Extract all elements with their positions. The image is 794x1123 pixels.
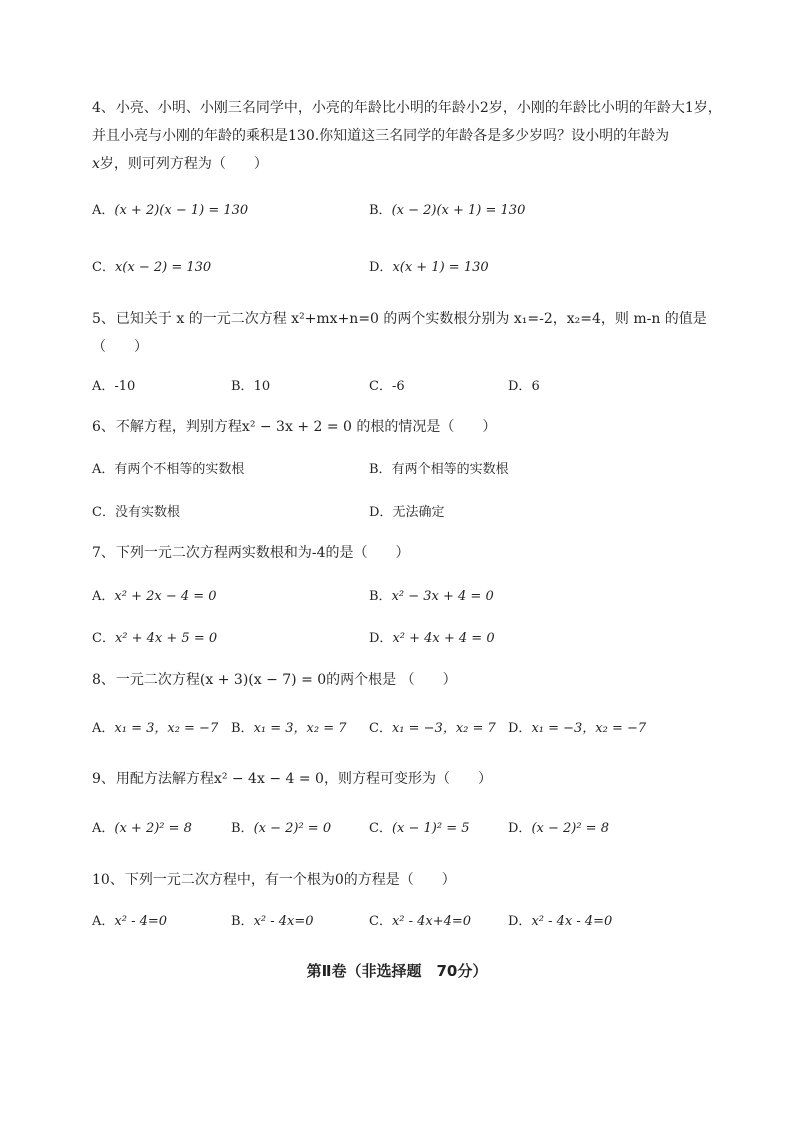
q7-option-c[interactable]: C．x² + 4x + 5 = 0 [92, 631, 218, 646]
question-number: 6、 [92, 419, 115, 435]
question-number: 10、 [92, 872, 124, 888]
q10-option-b[interactable]: B．x² - 4x=0 [231, 914, 314, 929]
section-title: 第Ⅱ卷（非选择题 70分） [306, 962, 488, 980]
q10-option-d[interactable]: D．x² - 4x - 4=0 [508, 914, 613, 929]
q10-option-c[interactable]: C．x² - 4x+4=0 [369, 914, 472, 929]
question-number: 5、 [92, 311, 115, 327]
question-stem: 用配方法解方程x² − 4x − 4 = 0，则方程可变形为（ ） [115, 771, 492, 787]
question-stem: 小亮、小明、小刚三名同学中，小亮的年龄比小明的年龄小2岁，小刚的年龄比小明的年龄大1岁，并且小亮与小刚的年龄的乘积是130.你知道这三名同学的年龄各是多少岁吗？设小明的年龄为 [92, 100, 722, 144]
q4-option-c[interactable]: C．x(x − 2) = 130 [92, 260, 212, 275]
question-stem: 已知关于 x 的一元二次方程 x²+mx+n=0 的两个实数根分别为 x₁=-2，x₂=4，则 m-n 的值是（ ） [92, 311, 707, 355]
q10-option-a[interactable]: A．x² - 4=0 [92, 914, 168, 929]
q6-option-a[interactable]: A．有两个不相等的实数根 [92, 462, 245, 477]
q4-option-d[interactable]: D．x(x + 1) = 130 [369, 260, 489, 275]
q5-option-a[interactable]: A．-10 [92, 379, 136, 394]
question-stem-end: 岁，则可列方程为（ ） [99, 156, 268, 172]
question-stem: 不解方程，判别方程x² − 3x + 2 = 0 的根的情况是（ ） [115, 419, 497, 435]
question-4 [92, 94, 732, 178]
question-10 [92, 866, 732, 894]
q8-option-a[interactable]: A．x₁ = 3，x₂ = −7 [92, 721, 219, 736]
variable-x: x [92, 156, 100, 172]
question-5 [92, 305, 732, 361]
question-9 [92, 765, 732, 793]
q5-option-c[interactable]: C．-6 [369, 379, 405, 394]
q6-option-b[interactable]: B．有两个相等的实数根 [369, 462, 509, 477]
question-number: 7、 [92, 545, 115, 561]
q9-option-b[interactable]: B．(x − 2)² = 0 [231, 821, 332, 836]
q8-option-d[interactable]: D．x₁ = −3，x₂ = −7 [508, 721, 647, 736]
q8-option-c[interactable]: C．x₁ = −3，x₂ = 7 [369, 721, 496, 736]
q9-option-d[interactable]: D．(x − 2)² = 8 [508, 821, 609, 836]
question-number: 9、 [92, 771, 115, 787]
q4-option-a[interactable]: A．(x + 2)(x − 1) = 130 [92, 203, 249, 218]
q5-option-b[interactable]: B．10 [231, 379, 271, 394]
q6-option-c[interactable]: C．没有实数根 [92, 505, 180, 520]
question-stem: 下列一元二次方程两实数根和为-4的是（ ） [115, 545, 410, 561]
question-stem: 下列一元二次方程中，有一个根为0的方程是（ ） [124, 872, 456, 888]
q9-option-c[interactable]: C．(x − 1)² = 5 [369, 821, 470, 836]
q9-option-a[interactable]: A．(x + 2)² = 8 [92, 821, 192, 836]
q6-option-d[interactable]: D．无法确定 [369, 505, 445, 520]
question-number: 8、 [92, 672, 115, 688]
q8-option-b[interactable]: B．x₁ = 3，x₂ = 7 [231, 721, 347, 736]
question-8 [92, 666, 732, 694]
question-6 [92, 413, 732, 441]
question-stem: 一元二次方程(x + 3)(x − 7) = 0的两个根是 （ ） [115, 672, 457, 688]
question-number: 4、 [92, 100, 115, 116]
q7-option-b[interactable]: B．x² − 3x + 4 = 0 [369, 589, 494, 604]
q7-option-a[interactable]: A．x² + 2x − 4 = 0 [92, 589, 217, 604]
q7-option-d[interactable]: D．x² + 4x + 4 = 0 [369, 631, 495, 646]
question-7 [92, 539, 732, 567]
q5-option-d[interactable]: D．6 [508, 379, 540, 394]
q4-option-b[interactable]: B．(x − 2)(x + 1) = 130 [369, 203, 526, 218]
